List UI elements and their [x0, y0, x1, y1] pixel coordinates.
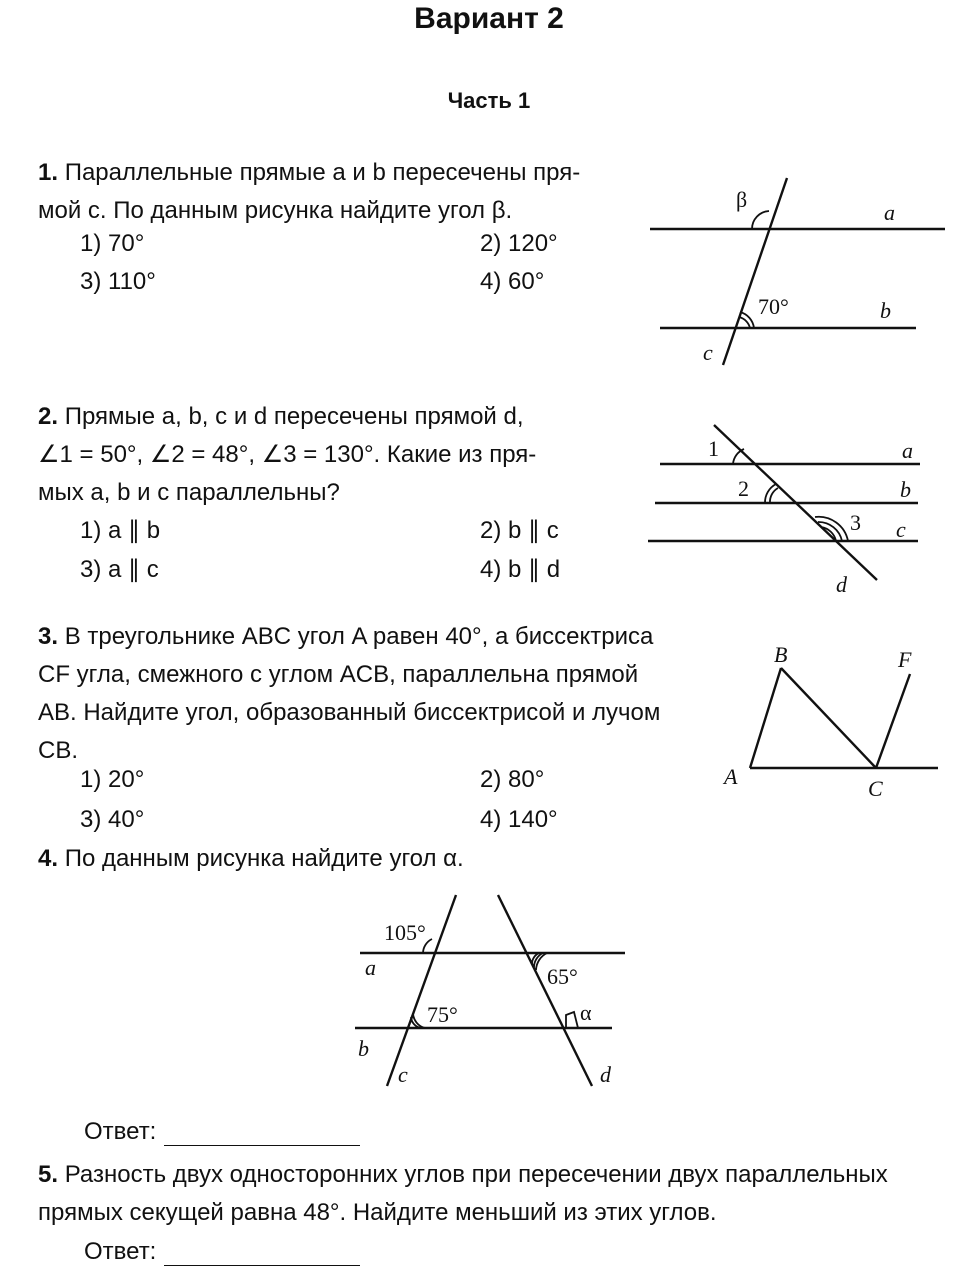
fig2-d-label: d [836, 572, 847, 597]
q2-line-3: мых a, b и c параллельны? [38, 479, 340, 506]
q4-number: 4. [38, 845, 59, 872]
fig4-65-label: 65° [547, 964, 578, 989]
fig3-side-bc [781, 668, 876, 768]
fig4-75-label: 75° [427, 1002, 458, 1027]
q3-line-1-text: В треугольнике ABC угол A равен 40°, а биссектриса [64, 623, 654, 650]
q1-line-1-text: Параллельные прямые a и b пересечены пря- [64, 159, 581, 186]
fig4-65-arc-3 [536, 953, 547, 970]
figure-3 [722, 642, 938, 801]
part-heading: Часть 1 [447, 88, 531, 113]
q2-option-4[interactable]: 4) b ∥ d [480, 556, 561, 583]
fig2-a-label: a [902, 438, 913, 463]
q2-line-2: ∠1 = 50°, ∠2 = 48°, ∠3 = 130°. Какие из пря- [38, 441, 537, 468]
fig2-angle3-label: 3 [850, 510, 861, 535]
figure-2 [648, 425, 920, 597]
fig1-a-label: a [884, 200, 895, 225]
fig3-side-ab [750, 668, 781, 768]
fig1-b-label: b [880, 298, 891, 323]
fig1-70-label: 70° [758, 294, 789, 319]
q2-number: 2. [38, 403, 59, 430]
q3-line-3: AB. Найдите угол, образованный биссектрисой и лучом [38, 699, 661, 726]
q3-option-4[interactable]: 4) 140° [480, 806, 558, 833]
q2-line-1-text: Прямые a, b, c и d пересечены прямой d, [64, 403, 524, 430]
q3-line-4: CB. [38, 737, 79, 764]
q1-line-2: мой c. По данным рисунка найдите угол β. [38, 197, 513, 224]
fig4-105-label: 105° [384, 920, 426, 945]
q4-answer-label: Ответ: [84, 1118, 157, 1145]
fig4-alpha-mark [566, 1012, 578, 1028]
q1-number: 1. [38, 159, 59, 186]
q1-option-1[interactable]: 1) 70° [80, 230, 145, 257]
fig4-d-label: d [600, 1062, 611, 1087]
fig4-a-label: a [365, 955, 376, 980]
fig3-F-label: F [898, 647, 912, 672]
fig3-B-label: B [774, 642, 788, 667]
fig1-line-c [723, 178, 787, 365]
fig2-c-label: c [896, 517, 906, 542]
q3-option-1[interactable]: 1) 20° [80, 766, 145, 793]
q2-option-3[interactable]: 3) a ∥ c [80, 556, 159, 583]
q3-line-2: CF угла, смежного с углом ACB, параллельна прямой [38, 661, 639, 688]
q4-line-1: По данным рисунка найдите угол α. [64, 845, 464, 872]
q1-option-3[interactable]: 3) 110° [80, 268, 156, 295]
fig2-angle2-arc [770, 488, 778, 503]
q3-option-3[interactable]: 3) 40° [80, 806, 145, 833]
q5-line-1-text: Разность двух односторонних углов при пересечении двух параллельных [64, 1161, 888, 1188]
fig4-b-label: b [358, 1036, 369, 1061]
fig1-beta-arc [752, 211, 769, 229]
q2-option-1[interactable]: 1) a ∥ b [80, 517, 161, 544]
q5-line-2: прямых секущей равна 48°. Найдите меньший из этих углов. [38, 1199, 717, 1226]
q1-option-4[interactable]: 4) 60° [480, 268, 545, 295]
q3-option-2[interactable]: 2) 80° [480, 766, 545, 793]
fig4-alpha-label: α [580, 1000, 592, 1025]
q5-number: 5. [38, 1161, 59, 1188]
fig1-c-label: c [703, 340, 713, 365]
fig1-70-arc [740, 312, 754, 328]
fig2-angle1-label: 1 [708, 436, 719, 461]
fig3-bisector-cf [876, 674, 910, 768]
q2-option-2[interactable]: 2) b ∥ c [480, 517, 559, 544]
fig3-A-label: A [724, 764, 738, 789]
fig3-C-label: C [868, 776, 883, 801]
q1-option-2[interactable]: 2) 120° [480, 230, 558, 257]
fig1-70-arc-inner [739, 317, 750, 328]
fig2-b-label: b [900, 477, 911, 502]
fig2-angle2-label: 2 [738, 476, 749, 501]
q3-number: 3. [38, 623, 59, 650]
figure-4 [355, 895, 625, 1087]
fig4-c-label: c [398, 1062, 408, 1087]
fig4-line-d [498, 895, 592, 1086]
fig1-beta-label: β [736, 187, 748, 212]
figure-1 [650, 178, 945, 365]
q5-answer-label: Ответ: [84, 1238, 157, 1265]
page-title: Вариант 2 [414, 2, 564, 35]
